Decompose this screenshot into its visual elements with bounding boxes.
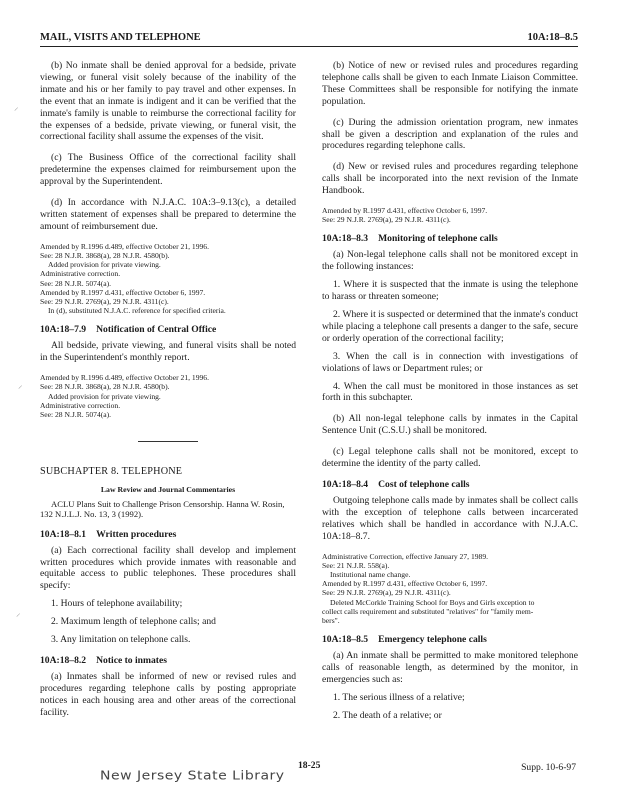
- margin-mark: ⸝: [16, 608, 21, 618]
- list-item: 1. The serious illness of a relative;: [333, 691, 465, 703]
- supplement-date: Supp. 10-6-97: [521, 762, 576, 773]
- margin-mark: ⸝: [18, 380, 23, 390]
- list-item: 2. Where it is suspected or determined that the inmate's conduct while placing a telephone call presents a danger to the safe, secure or orderly operation of the correctional facility;: [322, 309, 578, 344]
- paragraph: (c) Legal telephone calls shall not be monitored, except to determine the identity of the party called.: [322, 446, 578, 470]
- history-line: See: 28 N.J.R. 3868(a), 28 N.J.R. 4580(b).: [40, 250, 170, 260]
- history-line: Administrative correction.: [40, 269, 121, 279]
- margin-mark: ⸝: [14, 102, 19, 112]
- section-heading: [322, 634, 578, 646]
- history-note: [40, 242, 296, 316]
- history-line: See: 29 N.J.R. 2769(a), 29 N.J.R. 4311(c).: [322, 215, 451, 225]
- history-note: [322, 552, 578, 626]
- paragraph: (a) Non-legal telephone calls shall not be monitored except in the following instances:: [322, 249, 578, 273]
- history-line: See: 28 N.J.R. 3868(a), 28 N.J.R. 4580(b).: [40, 382, 170, 392]
- page-footer: [0, 760, 618, 790]
- list-item: 3. Any limitation on telephone calls.: [51, 634, 191, 646]
- section-heading: [40, 324, 296, 336]
- section-title: Emergency telephone calls: [378, 634, 487, 646]
- paragraph: (b) Notice of new or revised rules and procedures regarding telephone calls shall be given to each Inmate Liaison Committee. These Committees shall be responsible for notifying the inmate population.: [322, 60, 578, 107]
- section-number: 10A:18–8.5: [322, 634, 369, 646]
- history-line: bers".: [322, 615, 340, 625]
- subchapter-heading: SUBCHAPTER 8. TELEPHONE: [40, 466, 183, 478]
- history-note: [322, 206, 578, 224]
- section-heading: [322, 233, 578, 245]
- section-title: Monitoring of telephone calls: [378, 233, 498, 245]
- history-line: Administrative Correction, effective January 27, 1989.: [322, 551, 489, 561]
- section-heading: [40, 529, 296, 541]
- section-heading: [322, 479, 578, 491]
- paragraph: (b) All non-legal telephone calls by inmates in the Capital Sentence Unit (C.S.U.) shall be monitored.: [322, 413, 578, 437]
- library-stamp: New Jersey State Library: [100, 768, 285, 784]
- list-item: 3. When the call is in connection with investigations of violations of laws or Department rules; or: [322, 350, 578, 374]
- paragraph: (c) The Business Office of the correctional facility shall predetermine the expenses claimed for reimbursement upon the approval by the Superintendent.: [40, 152, 296, 188]
- header-chapter-title: MAIL, VISITS AND TELEPHONE: [40, 32, 201, 43]
- paragraph: (a) Inmates shall be informed of new or revised rules and procedures regarding telephone calls by posting appropriate notices in each housing area and other areas of the correctional facility.: [40, 670, 296, 718]
- section-divider: [138, 441, 198, 442]
- history-line: collect calls requirement and substituted "relatives" for "family mem-: [322, 606, 534, 616]
- history-line: See: 21 N.J.R. 558(a).: [322, 560, 390, 570]
- header-section-number: 10A:18–8.5: [527, 32, 578, 43]
- history-line: Amended by R.1997 d.431, effective October 6, 1997.: [40, 287, 206, 297]
- commentary-heading: Law Review and Journal Commentaries: [100, 485, 236, 495]
- section-title: Written procedures: [96, 528, 177, 540]
- history-line: Deleted McCorkle Training School for Boys and Girls exception to: [330, 597, 535, 607]
- paragraph: Outgoing telephone calls made by inmates shall be collect calls with the exception of telephone calls between incarcerated relatives which shall be handled in accordance with N.J.A.C. 10A:18–8.7.: [322, 494, 578, 542]
- commentary-citation: ACLU Plans Suit to Challenge Prison Censorship. Hanna W. Rosin, 132 N.J.L.J. No. 13, 3 (1992).: [40, 498, 285, 520]
- section-number: 10A:18–8.4: [322, 478, 369, 490]
- page-number: 18-25: [298, 760, 321, 771]
- history-line: Amended by R.1997 d.431, effective October 6, 1997.: [322, 579, 488, 589]
- history-line: See: 29 N.J.R. 2769(a), 29 N.J.R. 4311(c).: [40, 297, 169, 306]
- history-line: Amended by R.1997 d.431, effective October 6, 1997.: [322, 206, 488, 216]
- paragraph: (a) Each correctional facility shall develop and implement written procedures which provide inmates with reasonable and equitable access to public telephones. These procedures shall specify:: [40, 544, 296, 592]
- section-title: Notice to inmates: [96, 655, 167, 667]
- section-title: Cost of telephone calls: [378, 478, 470, 490]
- history-line: In (d), substituted N.J.A.C. reference for specified criteria.: [48, 306, 226, 316]
- section-number: 10A:18–8.2: [40, 655, 87, 667]
- section-title: Notification of Central Office: [96, 324, 217, 336]
- history-line: Institutional name change.: [330, 569, 411, 579]
- history-line: Amended by R.1996 d.489, effective October 21, 1996.: [40, 241, 209, 251]
- section-number: 10A:18–8.3: [322, 233, 369, 245]
- list-item: 1. Where it is suspected that the inmate is using the telephone to harass or threaten someone;: [322, 279, 578, 303]
- paragraph: (d) In accordance with N.J.A.C. 10A:3–9.13(c), a detailed written statement of expenses shall be prepared to determine the amount of reimbursement due.: [40, 197, 296, 232]
- history-line: See: 28 N.J.R. 5074(a).: [40, 409, 112, 419]
- right-column: [322, 60, 578, 728]
- history-line: Added provision for private viewing.: [48, 391, 161, 401]
- history-line: See: 29 N.J.R. 2769(a), 29 N.J.R. 4311(c).: [322, 588, 451, 598]
- history-line: Administrative correction.: [40, 400, 121, 410]
- paragraph: (b) No inmate shall be denied approval for a bedside, private viewing, or funeral visit solely because of the inability of the inmate and his or her family to pay travel and other expenses. In the event that an inmate is indigent and it can be verified that the inmate's family is unable to reimburse the correctional facility for the expenses of a bedside, private viewing, or funeral visit, the correctional facility shall assume the expenses of the visit.: [40, 60, 296, 143]
- history-line: Added provision for private viewing.: [48, 260, 161, 270]
- paragraph: (c) During the admission orientation program, new inmates shall be given a description and explanation of the rules and procedures regarding telephone calls.: [322, 116, 578, 152]
- paragraph: (d) New or revised rules and procedures regarding telephone calls shall be incorporated into the next revision of the Inmate Handbook.: [322, 161, 578, 197]
- history-line: See: 28 N.J.R. 5074(a).: [40, 278, 112, 288]
- history-note: [40, 373, 296, 419]
- list-item: 2. Maximum length of telephone calls; and: [51, 616, 216, 628]
- section-number: 10A:18–7.9: [40, 324, 87, 336]
- running-header: [40, 30, 578, 47]
- paragraph: (a) An inmate shall be permitted to make monitored telephone calls of reasonable length, as determined by the monitor, in emergencies such as:: [322, 650, 578, 685]
- paragraph: All bedside, private viewing, and funeral visits shall be noted in the Superintendent's monthly report.: [40, 340, 296, 364]
- list-item: 1. Hours of telephone availability;: [51, 598, 183, 610]
- history-line: Amended by R.1996 d.489, effective October 21, 1996.: [40, 373, 209, 383]
- section-heading: [40, 655, 296, 667]
- list-item: 4. When the call must be monitored in those instances as set forth in this subchapter.: [322, 380, 578, 404]
- list-item: 2. The death of a relative; or: [333, 709, 442, 721]
- section-number: 10A:18–8.1: [40, 528, 87, 540]
- left-column: [40, 60, 296, 728]
